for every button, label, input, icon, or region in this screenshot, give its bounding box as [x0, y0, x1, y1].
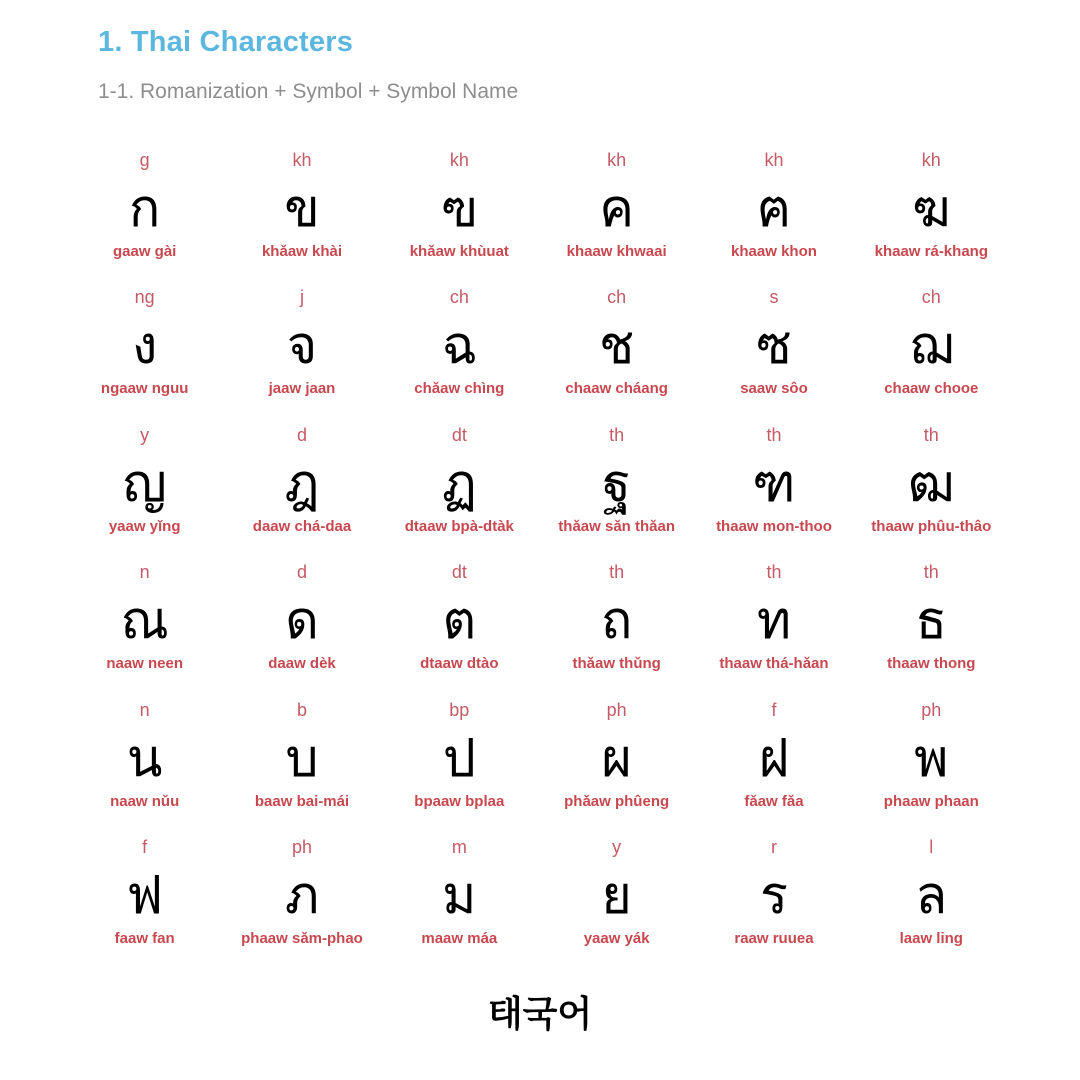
symbol-name-label: dtaaw dtào [420, 655, 499, 673]
character-card [381, 283, 538, 420]
romanization-label: th [923, 424, 939, 445]
romanization-label: th [766, 562, 782, 583]
thai-symbol: ช [599, 316, 635, 377]
symbol-name-label: thǎaw sǎn thǎan [558, 517, 675, 535]
symbol-name-label: ngaaw nguu [100, 380, 189, 398]
romanization-label: ch [607, 287, 627, 308]
symbol-name-label: fǎaw fǎa [744, 792, 804, 810]
symbol-name-label: jaaw jaan [268, 380, 336, 398]
symbol-name-label: yaaw yák [583, 929, 650, 947]
character-card [223, 833, 380, 970]
thai-symbol: ม [442, 865, 477, 926]
thai-symbol: ข [284, 179, 320, 239]
thai-symbol: ภ [284, 865, 320, 926]
character-card [695, 146, 852, 283]
character-grid [66, 146, 1010, 970]
symbol-name-label: yaaw yǐng [108, 517, 181, 535]
romanization-label: ph [606, 699, 627, 720]
thai-symbol: ซ [756, 316, 792, 377]
symbol-name-label: phǎaw phûeng [564, 792, 670, 810]
thai-symbol: ณ [120, 591, 169, 652]
thai-symbol: ย [601, 865, 632, 926]
thai-symbol: ป [442, 728, 476, 789]
symbol-name-label: dtaaw bpà-dtàk [404, 517, 514, 535]
character-card [853, 558, 1010, 695]
symbol-name-label: khǎaw khùuat [409, 243, 509, 260]
character-card [66, 421, 223, 558]
romanization-label: y [140, 424, 150, 445]
romanization-label: l [929, 836, 934, 857]
romanization-label: ng [134, 287, 155, 308]
character-card [695, 283, 852, 420]
character-card [66, 283, 223, 420]
thai-symbol: ด [285, 591, 319, 652]
thai-symbol: ฝ [758, 728, 790, 789]
character-card [538, 146, 695, 283]
romanization-label: ph [921, 699, 942, 720]
symbol-name-label: thǎaw thǔng [572, 655, 661, 673]
thai-symbol: ฌ [909, 316, 954, 377]
character-card [695, 696, 852, 833]
page-title: 1. Thai Characters [98, 26, 354, 58]
character-card [66, 696, 223, 833]
symbol-name-label: khaaw khon [731, 243, 817, 260]
symbol-name-label: khǎaw khài [261, 243, 343, 260]
romanization-label: b [296, 699, 307, 720]
character-card [381, 558, 538, 695]
thai-symbol: บ [285, 728, 319, 789]
character-card [853, 283, 1010, 420]
thai-symbol: ค [599, 179, 635, 239]
symbol-name-label: thaaw thá-hǎan [719, 655, 829, 673]
romanization-label: kh [292, 150, 312, 170]
character-card [66, 833, 223, 970]
thai-symbol: ล [915, 865, 948, 926]
romanization-label: d [296, 424, 307, 445]
romanization-label: th [766, 424, 782, 445]
thai-symbol: ฉ [441, 316, 478, 377]
symbol-name-label: maaw máa [421, 929, 498, 947]
character-card [695, 421, 852, 558]
character-card [695, 833, 852, 970]
character-card [381, 696, 538, 833]
romanization-label: m [451, 836, 467, 857]
thai-symbol: ฏ [441, 453, 477, 514]
romanization-label: kh [607, 150, 627, 170]
thai-symbol: ง [131, 316, 158, 377]
thai-symbol: ฎ [284, 453, 320, 514]
thai-symbol: ฑ [752, 453, 796, 514]
symbol-name-label: daaw chá-daa [252, 517, 352, 535]
romanization-label: ch [449, 287, 469, 308]
romanization-label: d [296, 562, 307, 583]
symbol-name-label: raaw ruuea [734, 929, 814, 947]
thai-symbol: ฟ [126, 865, 164, 926]
character-card [538, 833, 695, 970]
character-card [66, 146, 223, 283]
thai-symbol: พ [914, 728, 949, 789]
thai-symbol: ท [756, 591, 792, 652]
romanization-label: th [609, 562, 625, 583]
romanization-label: n [139, 699, 150, 720]
symbol-name-label: laaw ling [899, 929, 963, 947]
symbol-name-label: saaw sôo [740, 380, 808, 398]
thai-symbol: ธ [915, 591, 948, 652]
thai-symbol: น [126, 728, 163, 789]
thai-symbol: ต [442, 591, 477, 652]
character-card [223, 283, 380, 420]
character-card [381, 833, 538, 970]
character-card [538, 696, 695, 833]
romanization-label: dt [451, 562, 467, 583]
section-subtitle: 1-1. Romanization + Symbol + Symbol Name [98, 80, 519, 103]
thai-symbol: ฆ [912, 179, 951, 239]
character-card [223, 696, 380, 833]
symbol-name-label: chaaw chooe [884, 380, 979, 398]
romanization-label: ch [921, 287, 941, 308]
romanization-label: dt [451, 424, 467, 445]
symbol-name-label: naaw nǔu [110, 792, 180, 810]
thai-symbol: ฒ [907, 453, 955, 514]
character-card [66, 558, 223, 695]
symbol-name-label: baaw bai-mái [254, 792, 350, 810]
symbol-name-label: thaaw phûu-thâo [871, 517, 992, 535]
symbol-name-label: thaaw thong [887, 655, 976, 673]
symbol-name-label: khaaw khwaai [566, 243, 667, 260]
thai-symbol: จ [286, 316, 318, 377]
romanization-label: s [769, 287, 779, 308]
thai-symbol: ผ [601, 728, 632, 789]
symbol-name-label: chaaw cháang [565, 380, 668, 398]
romanization-label: ph [291, 836, 312, 857]
thai-symbol: ฐ [602, 453, 631, 514]
romanization-label: f [142, 836, 148, 857]
character-card [853, 833, 1010, 970]
romanization-label: j [299, 287, 304, 308]
character-card [223, 558, 380, 695]
symbol-name-label: thaaw mon-thoo [716, 517, 832, 535]
character-card [853, 146, 1010, 283]
character-card [538, 421, 695, 558]
character-card [695, 558, 852, 695]
symbol-name-label: chǎaw chìng [414, 380, 505, 398]
romanization-label: th [609, 424, 625, 445]
character-card [538, 558, 695, 695]
symbol-name-label: phaaw phaan [883, 792, 979, 810]
character-card [223, 146, 380, 283]
thai-symbol: ฃ [440, 179, 478, 239]
symbol-name-label: faaw fan [114, 929, 175, 947]
romanization-label: n [139, 562, 150, 583]
character-card [538, 283, 695, 420]
romanization-label: bp [449, 699, 470, 720]
symbol-name-label: khaaw rá-khang [874, 243, 988, 260]
symbol-name-label: naaw neen [106, 655, 184, 673]
thai-symbol: ถ [600, 591, 633, 652]
symbol-name-label: gaaw gài [112, 243, 177, 260]
romanization-label: kh [449, 150, 469, 170]
character-card [381, 421, 538, 558]
character-card [223, 421, 380, 558]
caption-korean: 태국어 [487, 994, 593, 1035]
symbol-name-label: daaw dèk [268, 655, 336, 673]
romanization-label: kh [764, 150, 784, 170]
romanization-label: f [771, 699, 777, 720]
romanization-label: g [139, 150, 150, 170]
romanization-label: th [923, 562, 939, 583]
character-card [853, 696, 1010, 833]
character-card [381, 146, 538, 283]
symbol-name-label: phaaw sǎm-phao [241, 929, 363, 947]
thai-symbol: ญ [122, 453, 167, 514]
thai-symbol: ฅ [756, 179, 792, 239]
romanization-label: y [612, 836, 622, 857]
romanization-label: r [770, 836, 777, 857]
character-card [853, 421, 1010, 558]
romanization-label: kh [921, 150, 941, 170]
thai-symbol: ร [760, 865, 788, 926]
thai-symbol: ก [128, 179, 161, 239]
symbol-name-label: bpaaw bplaa [414, 792, 505, 810]
